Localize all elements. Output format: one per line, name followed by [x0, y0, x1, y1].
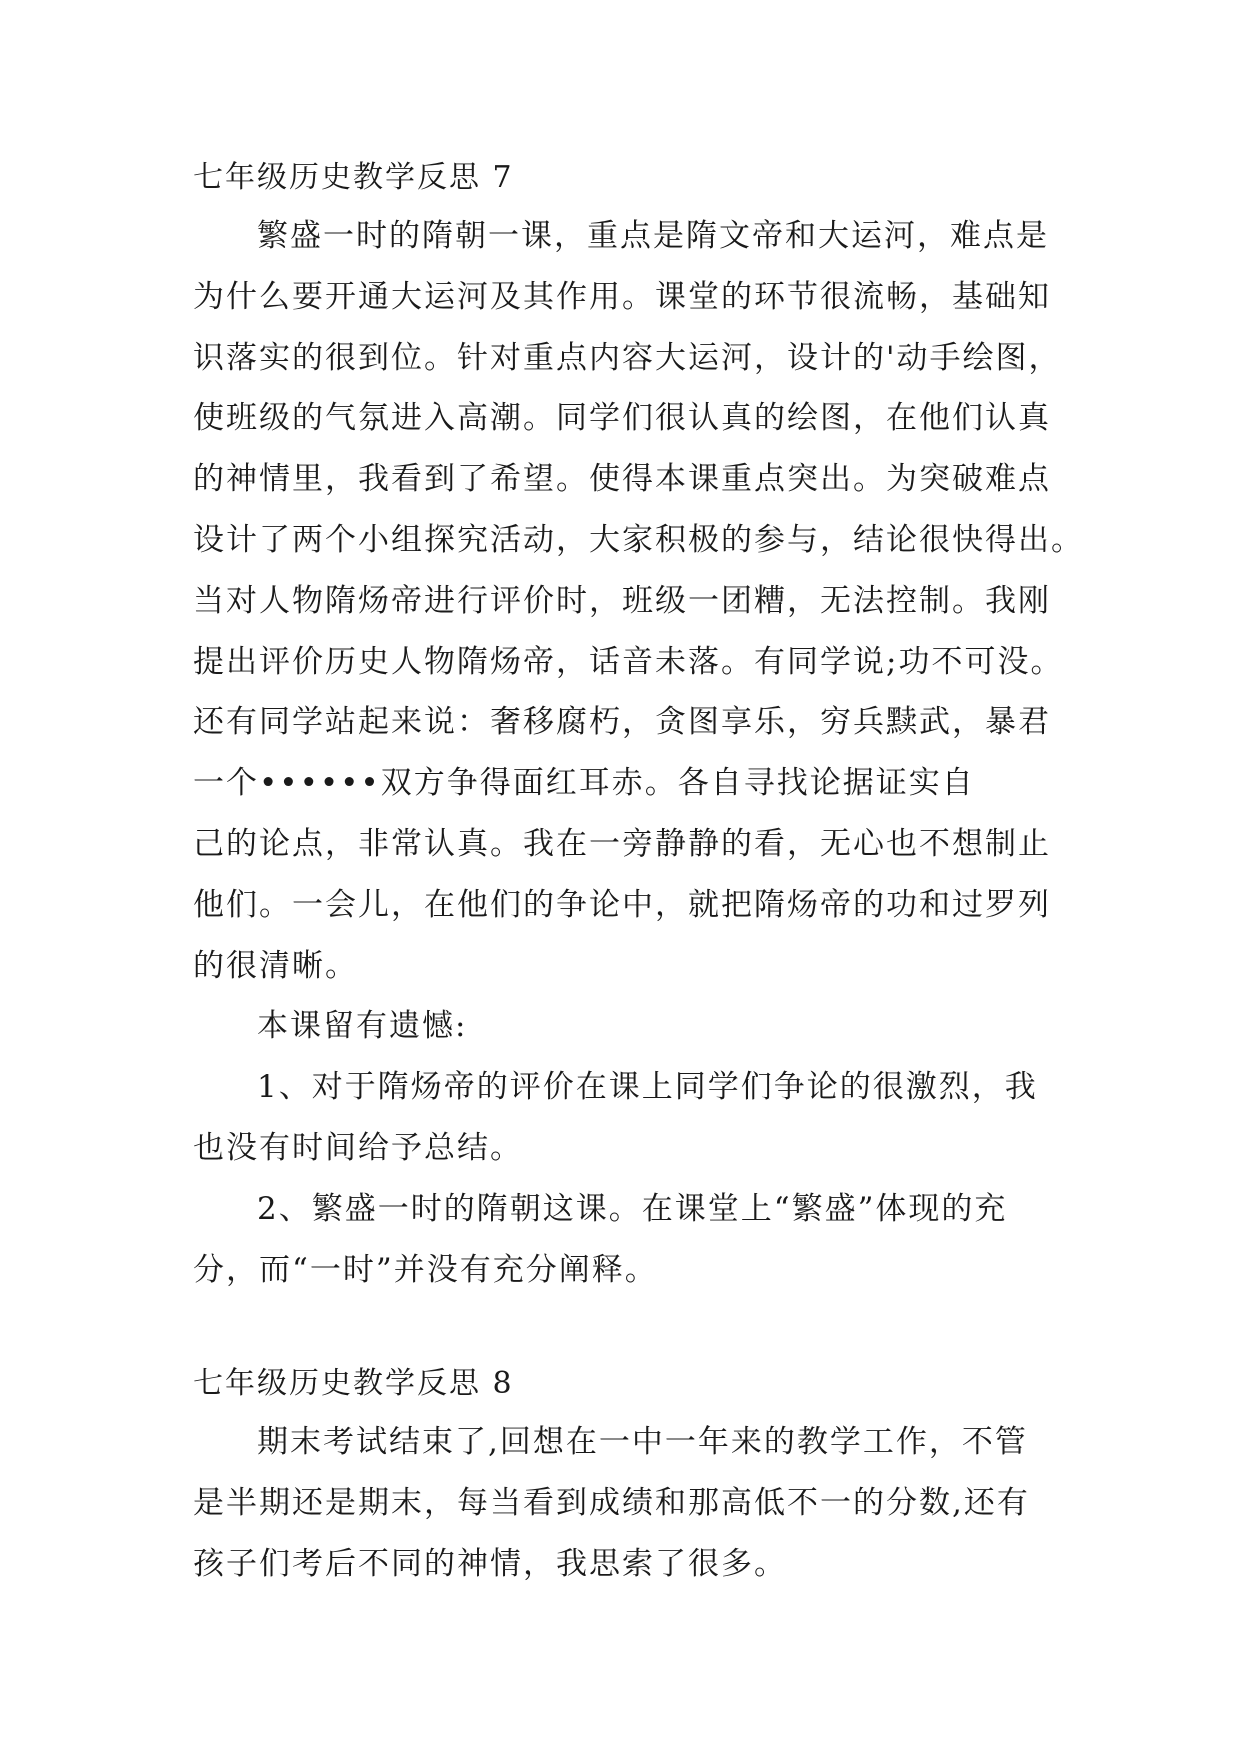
paragraph-line: 本课留有遗憾:: [257, 1008, 468, 1045]
paragraph-line: 期末考试结束了,回想在一中一年来的教学工作，不管: [257, 1424, 1028, 1461]
section-title: 七年级历史教学反思 7: [193, 160, 514, 195]
paragraph-line: 一个••••••双方争得面红耳赤。各自寻找论据证实自: [193, 765, 975, 802]
section-title: 七年级历史教学反思 8: [193, 1366, 514, 1402]
list-item-line: 2、繁盛一时的隋朝这课。在课堂上“繁盛”体现的充: [257, 1190, 1008, 1227]
paragraph-line: 他们。一会儿，在他们的争论中，就把隋炀帝的功和过罗列: [193, 886, 1051, 923]
paragraph-line: 孩子们考后不同的神情，我思索了很多。: [193, 1545, 787, 1582]
paragraph-line: 繁盛一时的隋朝一课，重点是隋文帝和大运河，难点是: [257, 218, 1049, 254]
paragraph-line: 当对人物隋炀帝进行评价时，班级一团糟，无法控制。我刚: [193, 582, 1051, 619]
section-reflection-7: [193, 156, 1084, 1300]
list-item-line: 分，而“一时”并没有充分阐释。: [193, 1251, 658, 1288]
section-reflection-8: [193, 1362, 1053, 1594]
list-item-line: 1、对于隋炀帝的评价在课上同学们争论的很激烈，我: [257, 1069, 1038, 1106]
paragraph-line: 为什么要开通大运河及其作用。课堂的环节很流畅，基础知: [193, 278, 1051, 315]
paragraph-line: 提出评价历史人物隋炀帝，话音未落。有同学说;功不可没。: [193, 643, 1064, 680]
paragraph-line: 的很清晰。: [193, 947, 358, 984]
list-item-line: 也没有时间给予总结。: [193, 1129, 523, 1166]
paragraph-line: 还有同学站起来说：奢移腐朽，贪图享乐，穷兵黩武，暴君: [193, 704, 1051, 741]
paragraph-line: 是半期还是期末，每当看到成绩和那高低不一的分数,还有: [193, 1485, 1030, 1522]
paragraph-line: 己的论点，非常认真。我在一旁静静的看，无心也不想制止: [193, 825, 1051, 862]
paragraph-line: 的神情里，我看到了希望。使得本课重点突出。为突破难点: [193, 461, 1051, 498]
paragraph-line: 识落实的很到位。针对重点内容大运河，设计的'动手绘图，: [193, 339, 1062, 376]
paragraph-line: 使班级的气氛进入高潮。同学们很认真的绘图，在他们认真: [193, 400, 1051, 437]
document-page: [193, 156, 1084, 1595]
paragraph-line: 设计了两个小组探究活动，大家积极的参与，结论很快得出。: [193, 521, 1084, 558]
